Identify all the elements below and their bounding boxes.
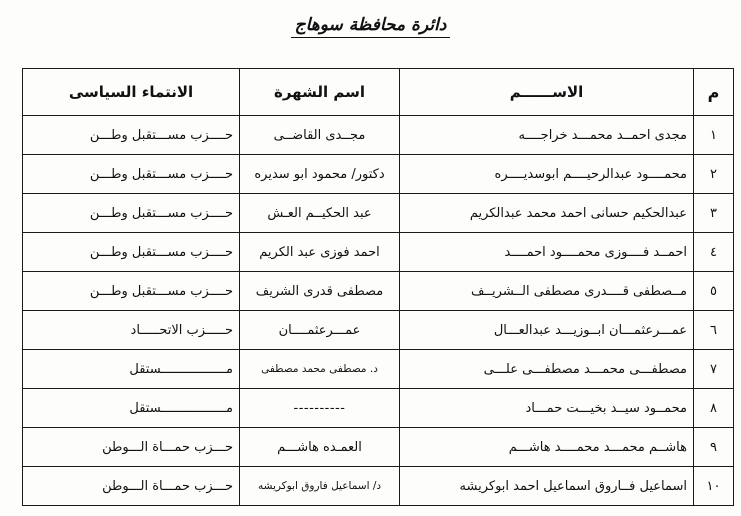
table-row: [23, 233, 734, 272]
page-title-text: دائرة محافظة سوهاج: [291, 14, 451, 38]
row-number: ٤: [694, 233, 734, 272]
row-fame: د. مصطفى محمد مصطفى: [240, 350, 400, 389]
table-row: [23, 116, 734, 155]
row-name: عمـــرعثمـــان ابــوزيـــد عبدالعـــال: [400, 311, 694, 350]
row-number: ٢: [694, 155, 734, 194]
row-number: ١٠: [694, 467, 734, 506]
row-name: محمــود سيــد بخيـــت حمـــاد: [400, 389, 694, 428]
row-name: اسماعيل فــاروق اسماعيل احمد ابوكريشه: [400, 467, 694, 506]
table-row: [23, 272, 734, 311]
row-fame: عبد الحكيــم العـش: [240, 194, 400, 233]
row-number: ٦: [694, 311, 734, 350]
row-fame: عمـــرعثمــــان: [240, 311, 400, 350]
row-party: حــــزب مســـتقبل وطـــن: [23, 116, 240, 155]
row-party: حــــزب مســـتقبل وطـــن: [23, 233, 240, 272]
row-name: هاشــم محمـــد محمــــد هاشـــم: [400, 428, 694, 467]
row-number: ٥: [694, 272, 734, 311]
row-number: ٧: [694, 350, 734, 389]
table-row: [23, 194, 734, 233]
row-name: مصطفـــى محمـــد مصطفـــى علـــى: [400, 350, 694, 389]
row-party: حـــزب حمـــاة الـــوطن: [23, 428, 240, 467]
row-number: ١: [694, 116, 734, 155]
row-number: ٨: [694, 389, 734, 428]
row-party: حــــزب مســـتقبل وطـــن: [23, 272, 240, 311]
row-number: ٩: [694, 428, 734, 467]
row-fame: مجــدى القاضــى: [240, 116, 400, 155]
row-fame: ----------: [240, 389, 400, 428]
header-name: الاســــــم: [400, 69, 694, 116]
row-party: حــــزب مســـتقبل وطـــن: [23, 194, 240, 233]
row-fame: د/ اسماعيل فاروق ابوكريشه: [240, 467, 400, 506]
row-fame: دكتور/ محمود ابو سديره: [240, 155, 400, 194]
table-row: [23, 467, 734, 506]
table-row: [23, 389, 734, 428]
row-name: عبدالحكيم حسانى احمد محمد عبدالكريم: [400, 194, 694, 233]
page-title: [0, 14, 741, 38]
row-party: مـــــــــــــــــستقل: [23, 389, 240, 428]
header-number: م: [694, 69, 734, 116]
row-fame: احمد فوزى عبد الكريم: [240, 233, 400, 272]
row-party: حـــــزب الاتحـــــاد: [23, 311, 240, 350]
row-party: مـــــــــــــــــستقل: [23, 350, 240, 389]
table-row: [23, 350, 734, 389]
row-fame: مصطفى قدرى الشريف: [240, 272, 400, 311]
candidates-table: [22, 68, 734, 506]
row-number: ٣: [694, 194, 734, 233]
table-header-row: [23, 69, 734, 116]
row-name: احمــد فــــوزى محمــــود احمــــد: [400, 233, 694, 272]
table-row: [23, 311, 734, 350]
table-row: [23, 428, 734, 467]
row-fame: العمـده هاشـــم: [240, 428, 400, 467]
table-row: [23, 155, 734, 194]
row-party: حــــزب مســـتقبل وطـــن: [23, 155, 240, 194]
row-name: محمــــود عبدالرحيــــم ابوسديــــره: [400, 155, 694, 194]
row-party: حـــزب حمـــاة الـــوطن: [23, 467, 240, 506]
row-name: مجدى احمــد محمـــد خراجــــه: [400, 116, 694, 155]
header-party: الانتماء السياسى: [23, 69, 240, 116]
header-fame: اسم الشهرة: [240, 69, 400, 116]
row-name: مــصطفى قــــدرى مصطفى الــشريــف: [400, 272, 694, 311]
